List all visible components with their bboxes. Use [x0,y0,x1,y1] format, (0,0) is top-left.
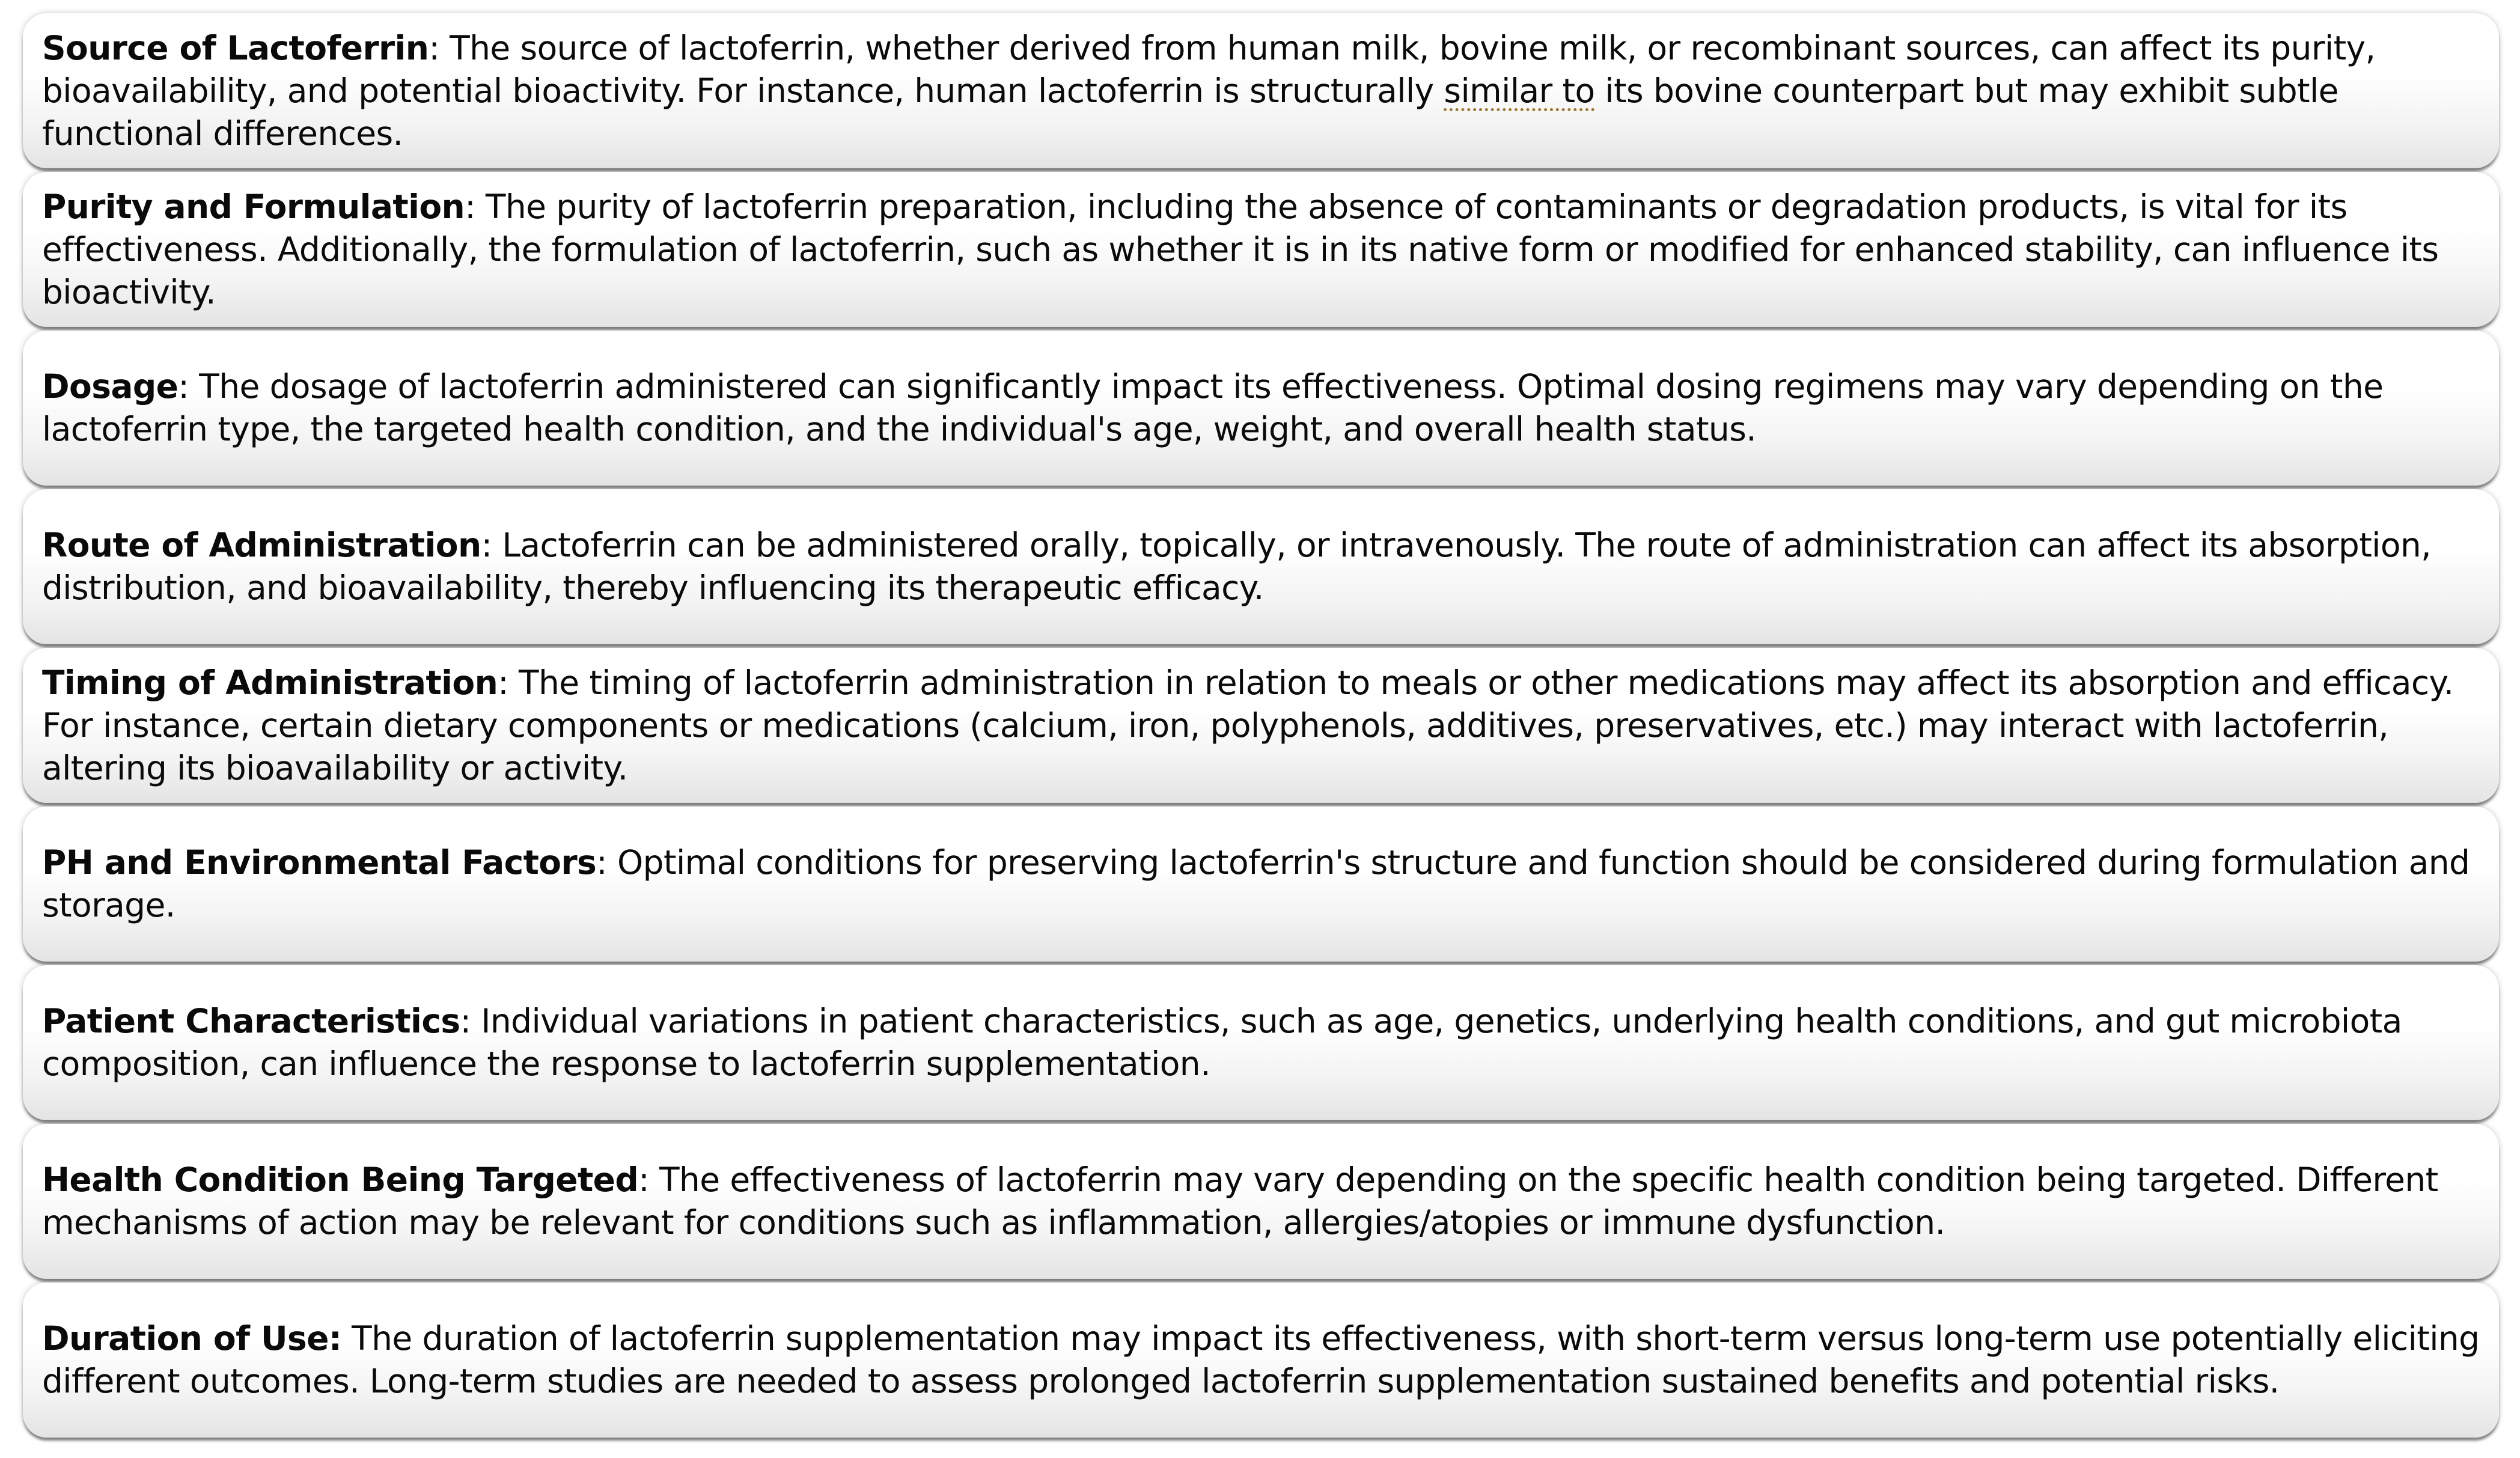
card-text [42,662,2481,790]
title-separator: : [481,526,502,564]
card-body: The dosage of lactoferrin administered can significantly impact its effectiveness. Optimal dosing regimens may vary depending on the lactoferrin type, the targeted health condition, and the individual's age, weight, and overall health status. [42,367,2384,448]
card-text [42,186,2481,314]
card-body: The purity of lactoferrin preparation, including the absence of contaminants or degradation products, is vital for its effectiveness. Additionally, the formulation of lactoferrin, such as whether it is in its native form or modified for enhanced stability, can influence its bioactivity. [42,187,2439,311]
title-separator: : [638,1161,659,1199]
card-purity-and-formulation [23,172,2499,327]
card-body-continued: its bovine counterpart but may exhibit subtle functional differences. [42,71,2338,153]
card-duration-of-use [23,1283,2499,1438]
card-body: Individual variations in patient characteristics, such as age, genetics, underlying health conditions, and gut microbiota composition, can influence the response to lactoferrin supplementation. [42,1002,2402,1083]
factor-list [23,13,2499,1441]
card-title: Dosage [42,367,178,406]
card-body: Optimal conditions for preserving lactoferrin's structure and function should be considered during formulation and storage. [42,843,2470,924]
card-body: The timing of lactoferrin administration in relation to meals or other medications may affect its absorption and efficacy. For instance, certain dietary components or medications (calcium, iron, polyphenols, additives, preservatives, etc.) may interact with lactoferrin, altering its bioavailability or activity. [42,663,2454,787]
card-health-condition-being-targeted [23,1124,2499,1279]
card-dosage [23,331,2499,486]
title-separator: : [178,367,200,406]
card-body: The duration of lactoferrin supplementation may impact its effectiveness, with short-term versus long-term use potentially eliciting different outcomes. Long-term studies are needed to assess prolonged lactoferrin supplementation sustained benefits and potential risks. [42,1319,2480,1400]
card-title: Duration of Use: [42,1319,342,1358]
card-body: Lactoferrin can be administered orally, topically, or intravenously. The route of administration can affect its absorption, distribution, and bioavailability, thereby influencing its therapeutic efficacy. [42,526,2432,607]
card-text [42,27,2481,155]
card-text [42,1159,2481,1244]
card-text [42,524,2481,609]
card-title: PH and Environmental Factors [42,843,597,882]
card-timing-of-administration [23,648,2499,803]
title-separator [341,1319,352,1358]
card-title: Patient Characteristics [42,1002,460,1040]
card-title: Route of Administration [42,526,481,564]
card-title: Timing of Administration [42,663,498,702]
card-text [42,841,2481,927]
title-separator: : [465,187,486,226]
title-separator: : [429,28,450,67]
card-ph-and-environmental-factors [23,807,2499,962]
card-body: The source of lactoferrin, whether derived from human milk, bovine milk, or recombinant sources, can affect its purity, bioavailability, and potential bioactivity. For instance, human lactoferrin is structurally [42,28,2376,110]
title-separator: : [460,1002,481,1040]
card-text [42,1000,2481,1085]
card-patient-characteristics [23,965,2499,1120]
spellcheck-flagged-text[interactable]: similar to [1444,71,1595,110]
card-source-of-lactoferrin [23,13,2499,168]
title-separator: : [498,663,519,702]
card-title: Health Condition Being Targeted [42,1161,639,1199]
card-body: The effectiveness of lactoferrin may vary depending on the specific health condition being targeted. Different mechanisms of action may be relevant for conditions such as inflammation, allergies/atopies or immune dysfunction. [42,1161,2438,1242]
card-text [42,1317,2481,1403]
title-separator: : [596,843,617,882]
card-title: Source of Lactoferrin [42,28,429,67]
card-route-of-administration [23,489,2499,644]
card-title: Purity and Formulation [42,187,465,226]
card-text [42,365,2481,451]
